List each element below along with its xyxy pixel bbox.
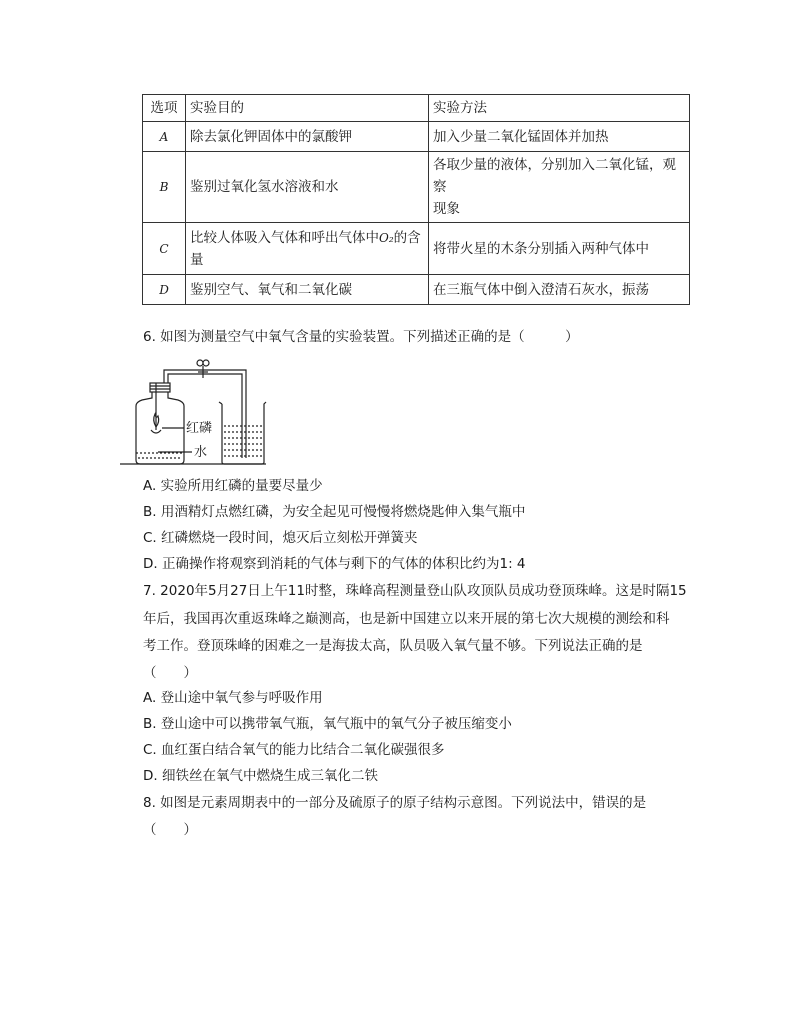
row-method: 在三瓶气体中倒入澄清石灰水，振荡 (429, 275, 690, 305)
header-method: 实验方法 (429, 95, 690, 122)
table-row (143, 275, 690, 305)
row-option: B (143, 152, 186, 223)
row-option: A (143, 122, 186, 152)
row-method: 将带火星的木条分别插入两种气体中 (429, 223, 690, 275)
table-header-row (143, 95, 690, 122)
question-6-stem: 6. 如图为测量空气中氧气含量的实验装置。下列描述正确的是（ ） (143, 329, 579, 345)
o2-formula: O₂ (379, 230, 394, 245)
q6-option-c[interactable]: C. 红磷燃烧一段时间，熄灭后立刻松开弹簧夹 (143, 530, 418, 546)
purpose-text: 比较人体吸入气体和呼出气体中 (190, 229, 379, 246)
method-line: 现象 (433, 201, 460, 217)
experiment-table (142, 94, 690, 305)
q7-option-b[interactable]: B. 登山途中可以携带氧气瓶，氧气瓶中的氧气分子被压缩变小 (143, 716, 512, 732)
row-purpose (186, 223, 429, 275)
q6-option-b[interactable]: B. 用酒精灯点燃红磷，为安全起见可慢慢将燃烧匙伸入集气瓶中 (143, 504, 526, 520)
row-purpose: 鉴别过氧化氢水溶液和水 (186, 152, 429, 223)
table-row (143, 122, 690, 152)
water-label: 水 (194, 445, 208, 460)
purpose-text: 量 (190, 251, 204, 268)
question-7-answer-blank: （ ） (143, 665, 197, 681)
table-row (143, 223, 690, 275)
oxygen-measurement-apparatus-figure (118, 356, 268, 468)
row-option: D (143, 275, 186, 305)
question-7-line: 年后，我国再次重返珠峰之巅测高，也是新中国建立以来开展的第七次大规模的测绘和科 (143, 611, 670, 627)
question-8-answer-blank: （ ） (143, 822, 197, 838)
phosphorus-label: 红磷 (186, 421, 213, 436)
row-method: 加入少量二氧化锰固体并加热 (429, 122, 690, 152)
rubber-stopper (150, 383, 170, 392)
q7-option-c[interactable]: C. 血红蛋白结合氧气的能力比结合二氧化碳强很多 (143, 742, 445, 758)
row-option: C (143, 223, 186, 275)
row-method (429, 152, 690, 223)
purpose-text: 的含 (393, 229, 421, 246)
q6-option-d[interactable]: D. 正确操作将观察到消耗的气体与剩下的气体的体积比约为1: 4 (143, 556, 526, 572)
header-option: 选项 (143, 95, 186, 122)
q6-option-a[interactable]: A. 实验所用红磷的量要尽量少 (143, 478, 323, 494)
row-purpose: 除去氯化钾固体中的氯酸钾 (186, 122, 429, 152)
question-7-line: 考工作。登顶珠峰的困难之一是海拔太高，队员吸入氧气量不够。下列说法正确的是 (143, 638, 643, 654)
header-purpose: 实验目的 (186, 95, 429, 122)
beaker (222, 402, 266, 464)
table-row (143, 152, 690, 223)
question-8-line: 8. 如图是元素周期表中的一部分及硫原子的原子结构示意图。下列说法中，错误的是 (143, 795, 647, 811)
q7-option-a[interactable]: A. 登山途中氧气参与呼吸作用 (143, 690, 323, 706)
q7-option-d[interactable]: D. 细铁丝在氧气中燃烧生成三氧化二铁 (143, 768, 378, 784)
question-7-line: 7. 2020年5月27日上午11时整，珠峰高程测量登山队攻顶队员成功登顶珠峰。这是时隔15 (143, 583, 687, 599)
row-purpose: 鉴别空气、氧气和二氧化碳 (186, 275, 429, 305)
method-line: 各取少量的液体，分别加入二氧化锰，观察 (433, 157, 676, 195)
